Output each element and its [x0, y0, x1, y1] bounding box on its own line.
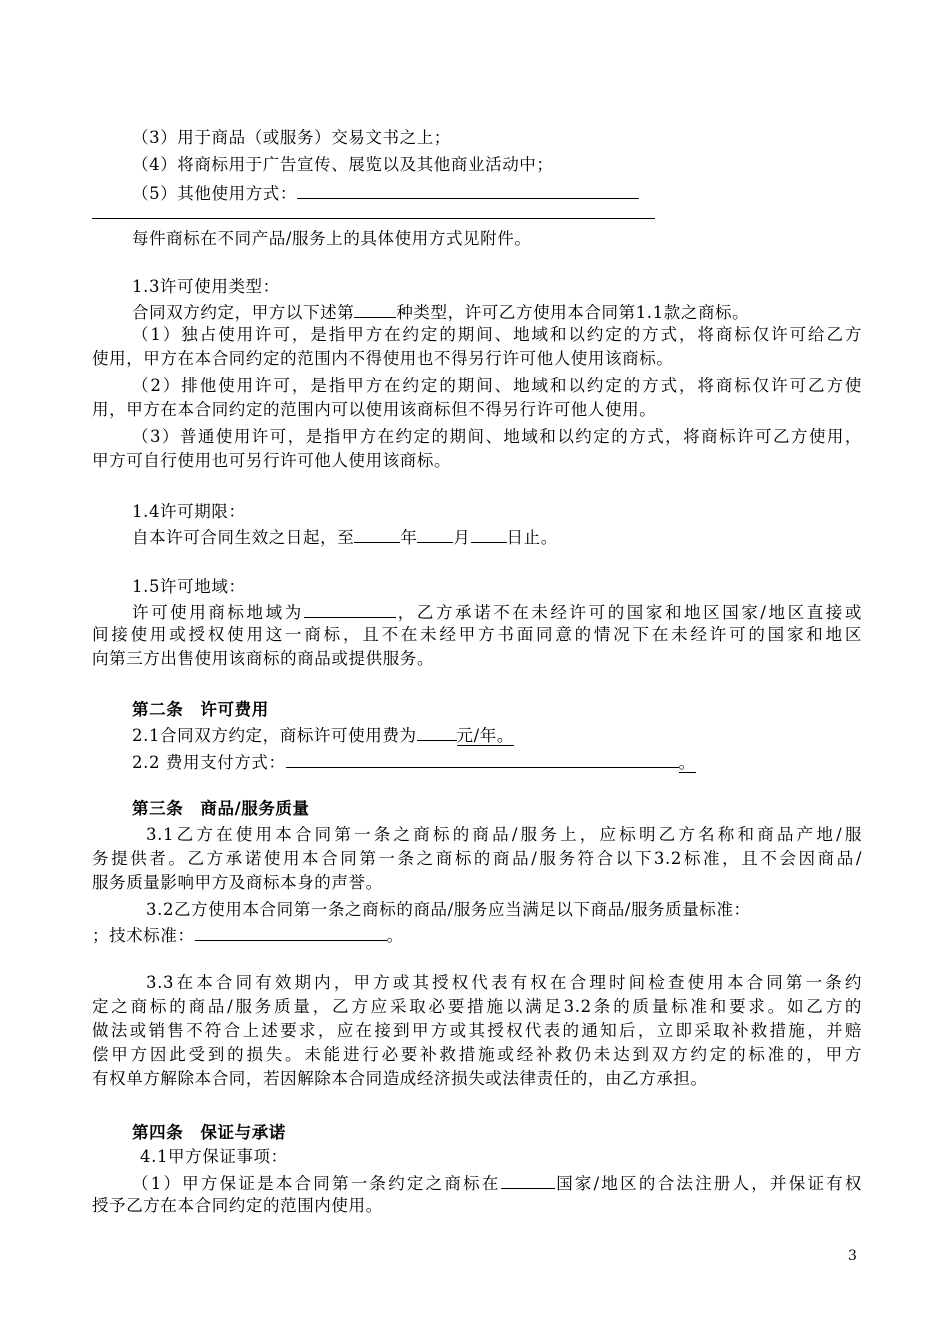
sole-license-line2: 用，甲方在本合同约定的范围内可以使用该商标但不得另行许可他人使用。: [92, 400, 657, 419]
blank-territory[interactable]: [304, 600, 396, 618]
section-3-3-line2: 定之商标的商品/服务质量，乙方应采取必要措施以满足3.2条的质量标准和要求。如乙方的: [92, 997, 862, 1016]
general-license-line2: 甲方可自行使用也可另行许可他人使用该商标。: [92, 451, 452, 470]
section-1-5-line3: 向第三方出售使用该商标的商品或提供服务。: [92, 649, 434, 668]
blank-day[interactable]: [471, 525, 507, 543]
section-3-1-line3: 服务质量影响甲方及商标本身的声誉。: [92, 873, 383, 892]
general-license-line1: （3）普通使用许可，是指甲方在约定的期间、地域和以约定的方式，将商标许可乙方使用，: [132, 427, 862, 446]
section-2-2: 2.2 费用支付方式： 。: [132, 750, 902, 774]
section-1-3-type: 合同双方约定，甲方以下述第 种类型，许可乙方使用本合同第1.1款之商标。: [132, 300, 902, 324]
blank-year[interactable]: [354, 525, 400, 543]
section-1-5-line2: 间接使用或授权使用这一商标，且不在未经甲方书面同意的情况下在未经许可的国家和地区: [92, 625, 862, 644]
blank-registration-country[interactable]: [501, 1171, 555, 1189]
item-5: （5）其他使用方式：: [132, 181, 902, 205]
exclusive-license-line2: 使用，甲方在本合同约定的范围内不得使用也不得另行许可他人使用该商标。: [92, 349, 674, 368]
section-1-5-line1: 许可使用商标地域为 ，乙方承诺不在未经许可的国家和地区国家/地区直接或: [92, 600, 862, 624]
blank-technical-standard[interactable]: [195, 923, 387, 941]
section-3-3-line4: 偿甲方因此受到的损失。未能进行必要补救措施或经补救仍未达到双方约定的标准的，甲方: [92, 1045, 862, 1064]
blank-other-use[interactable]: [297, 181, 639, 199]
section-3-1-line2: 务提供者。乙方承诺使用本合同第一条之商标的商品/服务符合以下3.2标准，且不会因商品/: [92, 849, 862, 868]
section-1-4-term: 自本许可合同生效之日起，至 年 月 日止。: [132, 525, 902, 549]
article-2-title: 第二条 许可费用: [132, 700, 269, 719]
section-3-1-line1: 3.1乙方在使用本合同第一条之商标的商品/服务上，应标明乙方名称和商品产地/服: [146, 825, 862, 844]
article-4-title: 第四条 保证与承诺: [132, 1123, 286, 1142]
section-3-3-line5: 有权单方解除本合同，若因解除本合同造成经济损失或法律责任的，由乙方承担。: [92, 1069, 708, 1088]
section-4-1-title: 4.1甲方保证事项：: [140, 1147, 288, 1166]
section-3-3-line1: 3.3在本合同有效期内，甲方或其授权代表有权在合理时间检查使用本合同第一条约: [146, 973, 862, 992]
section-1-4-title: 1.4许可期限：: [132, 502, 246, 521]
attachment-note: 每件商标在不同产品/服务上的具体使用方式见附件。: [132, 229, 532, 248]
section-1-3-title: 1.3许可使用类型：: [132, 277, 280, 296]
section-4-1-line2: 授予乙方在本合同约定的范围内使用。: [92, 1196, 383, 1215]
article-3-title: 第三条 商品/服务质量: [132, 799, 310, 818]
section-3-2-line1: 3.2乙方使用本合同第一条之商标的商品/服务应当满足以下商品/服务质量标准：: [146, 900, 751, 919]
blank-payment-method[interactable]: [286, 750, 679, 768]
section-3-2-line2: ；技术标准： 。: [92, 923, 862, 947]
item-3: （3）用于商品（或服务）交易文书之上；: [132, 128, 451, 147]
section-1-5-title: 1.5许可地域：: [132, 577, 246, 596]
section-3-3-line3: 做法或销售不符合上述要求，应在接到甲方或其授权代表的通知后，立即采取补救措施，并赔: [92, 1021, 862, 1040]
blank-other-use-continued[interactable]: [92, 218, 655, 219]
blank-month[interactable]: [417, 525, 453, 543]
page-number: 3: [848, 1248, 857, 1264]
section-4-1-line1: （1）甲方保证是本合同第一条约定之商标在 国家/地区的合法注册人，并保证有权: [92, 1171, 862, 1195]
item-4: （4）将商标用于广告宣传、展览以及其他商业活动中；: [132, 155, 554, 174]
blank-fee[interactable]: [417, 723, 457, 741]
sole-license-line1: （2）排他使用许可，是指甲方在约定的期间、地域和以约定的方式，将商标仅许可乙方使: [132, 376, 862, 395]
exclusive-license-line1: （1）独占使用许可，是指甲方在约定的期间、地域和以约定的方式，将商标仅许可给乙方: [132, 325, 862, 344]
blank-license-type[interactable]: [354, 300, 396, 318]
section-2-1: 2.1合同双方约定，商标许可使用费为 元/年。: [132, 723, 902, 747]
